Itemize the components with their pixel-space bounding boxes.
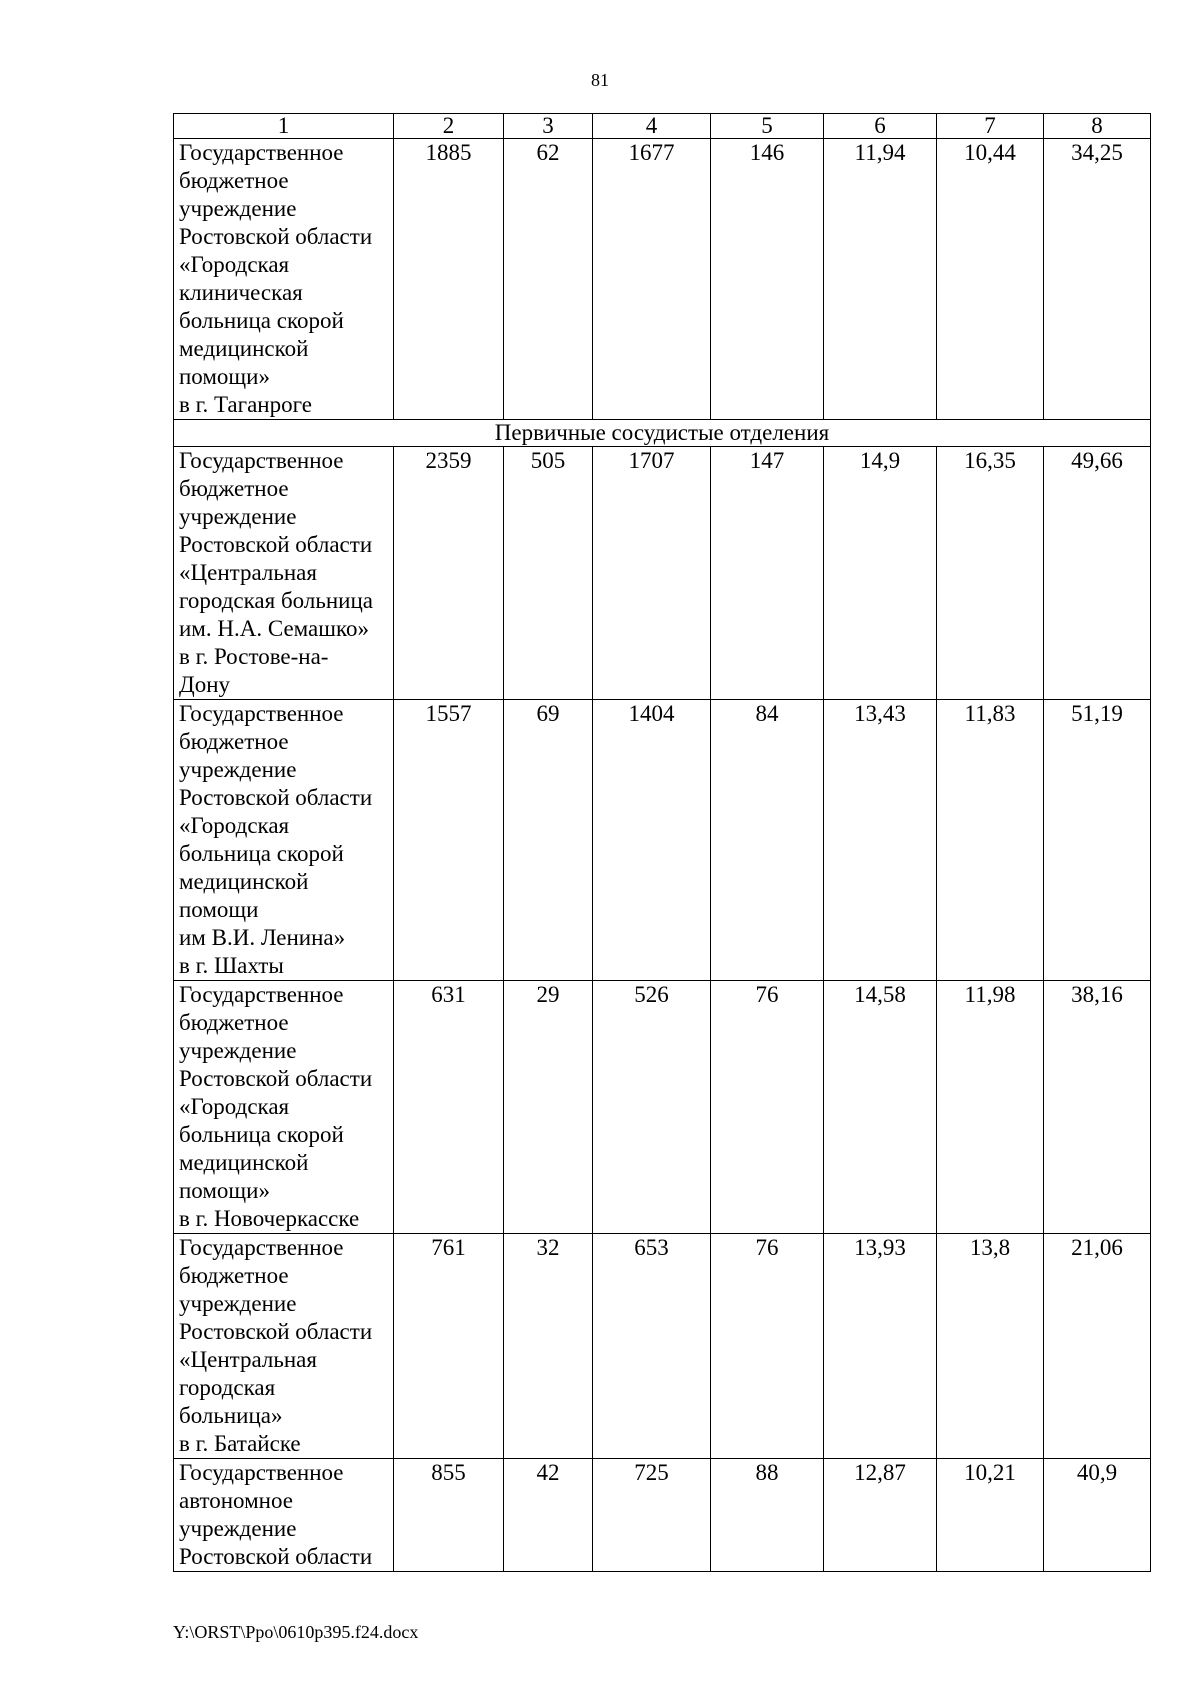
table-cell: 761: [394, 1234, 504, 1459]
column-number: 4: [593, 114, 711, 139]
table-row: [174, 1459, 1151, 1572]
institution-name: Государственное бюджетное учреждение Ростовской области «Центральная городская больница им. Н.А. Семашко» в г. Ростове-на- Дону: [174, 447, 394, 700]
table-cell: 11,94: [824, 139, 937, 420]
column-number: 3: [504, 114, 593, 139]
table-cell: 10,44: [937, 139, 1044, 420]
table-cell: 11,98: [937, 981, 1044, 1234]
table-cell: 13,93: [824, 1234, 937, 1459]
table-cell: 29: [504, 981, 593, 1234]
table-cell: 14,58: [824, 981, 937, 1234]
table-cell: 505: [504, 447, 593, 700]
table-cell: 10,21: [937, 1459, 1044, 1572]
table-cell: 1677: [593, 139, 711, 420]
table-cell: 34,25: [1044, 139, 1151, 420]
column-number: 1: [174, 114, 394, 139]
table-cell: 147: [711, 447, 824, 700]
table-row: [174, 139, 1151, 420]
table-row: [174, 447, 1151, 700]
column-number: 8: [1044, 114, 1151, 139]
table-cell: 725: [593, 1459, 711, 1572]
table-cell: 13,8: [937, 1234, 1044, 1459]
table-cell: 1404: [593, 700, 711, 981]
page-number: 81: [591, 70, 609, 90]
table-cell: 1885: [394, 139, 504, 420]
table-cell: 49,66: [1044, 447, 1151, 700]
section-title: Первичные сосудистые отделения: [174, 420, 1151, 447]
table-cell: 1557: [394, 700, 504, 981]
institution-name: Государственное бюджетное учреждение Ростовской области «Центральная городская больница» в г. Батайске: [174, 1234, 394, 1459]
column-number: 6: [824, 114, 937, 139]
table-cell: 526: [593, 981, 711, 1234]
table-cell: 13,43: [824, 700, 937, 981]
table-cell: 40,9: [1044, 1459, 1151, 1572]
table-row: [174, 700, 1151, 981]
table-cell: 84: [711, 700, 824, 981]
table-cell: 11,83: [937, 700, 1044, 981]
institution-name: Государственное бюджетное учреждение Ростовской области «Городская больница скорой медицинской помощи» в г. Новочеркасске: [174, 981, 394, 1234]
column-number: 2: [394, 114, 504, 139]
table-cell: 12,87: [824, 1459, 937, 1572]
table-cell: 21,06: [1044, 1234, 1151, 1459]
column-number: 5: [711, 114, 824, 139]
table-cell: 38,16: [1044, 981, 1151, 1234]
institution-name: Государственное бюджетное учреждение Ростовской области «Городская клиническая больница скорой медицинской помощи» в г. Таганроге: [174, 139, 394, 420]
table-cell: 76: [711, 1234, 824, 1459]
table-cell: 14,9: [824, 447, 937, 700]
table-cell: 32: [504, 1234, 593, 1459]
table-cell: 62: [504, 139, 593, 420]
institution-name: Государственное бюджетное учреждение Ростовской области «Городская больница скорой медицинской помощи им В.И. Ленина» в г. Шахты: [174, 700, 394, 981]
table-cell: 51,19: [1044, 700, 1151, 981]
column-number-row: [174, 114, 1151, 139]
column-number: 7: [937, 114, 1044, 139]
table-row: [174, 1234, 1151, 1459]
table-row: [174, 981, 1151, 1234]
table-cell: 69: [504, 700, 593, 981]
table-cell: 2359: [394, 447, 504, 700]
table-cell: 855: [394, 1459, 504, 1572]
statistics-table: [173, 113, 1151, 1572]
table-cell: 146: [711, 139, 824, 420]
table-cell: 16,35: [937, 447, 1044, 700]
table-body: [174, 114, 1151, 1572]
table-cell: 42: [504, 1459, 593, 1572]
file-path-footer: Y:\ORST\Ppo\0610p395.f24.docx: [173, 1622, 419, 1642]
table-cell: 1707: [593, 447, 711, 700]
table-cell: 653: [593, 1234, 711, 1459]
table-cell: 631: [394, 981, 504, 1234]
table-cell: 76: [711, 981, 824, 1234]
institution-name: Государственное автономное учреждение Ростовской области: [174, 1459, 394, 1572]
section-header-row: [174, 420, 1151, 447]
table-cell: 88: [711, 1459, 824, 1572]
